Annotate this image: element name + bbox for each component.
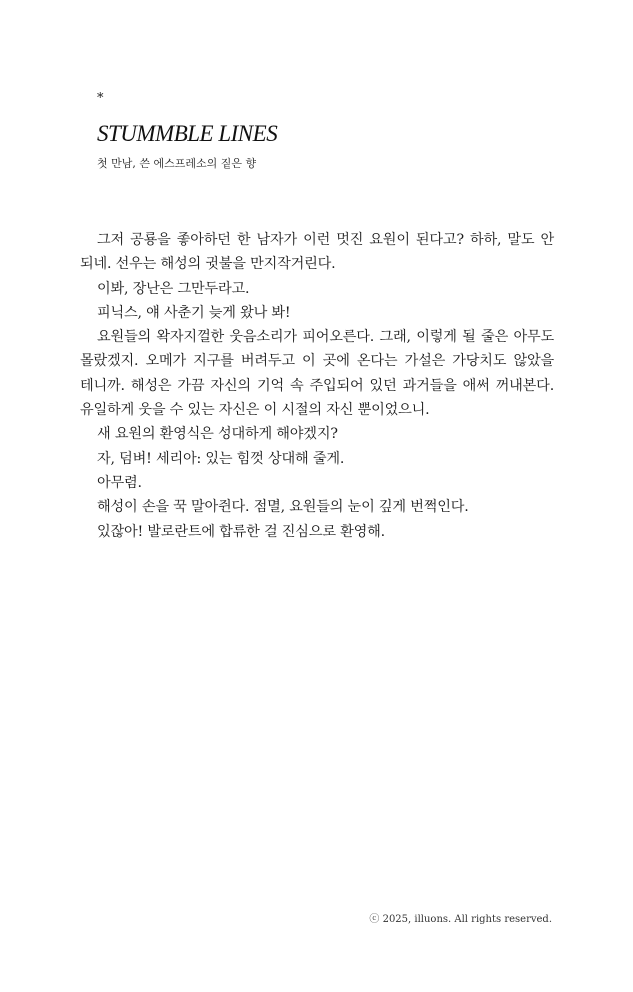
paragraph: 요원들의 왁자지껄한 웃음소리가 피어오른다. 그래, 이렇게 될 줄은 아무도 몰랐겠지. 오메가 지구를 버려두고 이 곳에 온다는 가설은 가당치도 않았을 테니까. 해성은 가끔 자신의 기억 속 주입되어 있던 과거들을 애써 꺼내본다. 유일하게 웃을 수 있는 자신은 이 시절의 자신 뿐이었으니. — [80, 329, 554, 419]
paragraph: 있잖아! 발로란트에 합류한 걸 진심으로 환영해. — [97, 523, 385, 540]
paragraph: 해성이 손을 꾹 말아쥔다. 점멸, 요원들의 눈이 깊게 번쩍인다. — [97, 499, 469, 516]
chapter-title: STUMMBLE LINES — [97, 121, 278, 146]
section-mark: * — [97, 91, 104, 106]
body-text — [80, 228, 554, 544]
copyright-notice: ⓒ 2025, illuons. All rights reserved. — [369, 914, 552, 925]
paragraph: 그저 공룡을 좋아하던 한 남자가 이런 멋진 요원이 된다고? 하하, 말도 안 되네. 선우는 해성의 귓불을 만지작거린다. — [80, 232, 554, 273]
chapter-subtitle: 첫 만남, 쓴 에스프레소의 짙은 향 — [97, 157, 257, 170]
paragraph: 피닉스, 얘 사춘기 늦게 왔나 봐! — [97, 304, 291, 321]
paragraph: 새 요원의 환영식은 성대하게 해야겠지? — [97, 426, 338, 443]
paragraph: 이봐, 장난은 그만두라고. — [97, 280, 250, 297]
paragraph: 자, 덤벼! 세리아: 있는 힘껏 상대해 줄게. — [97, 450, 345, 467]
paragraph: 아무렴. — [97, 474, 142, 491]
